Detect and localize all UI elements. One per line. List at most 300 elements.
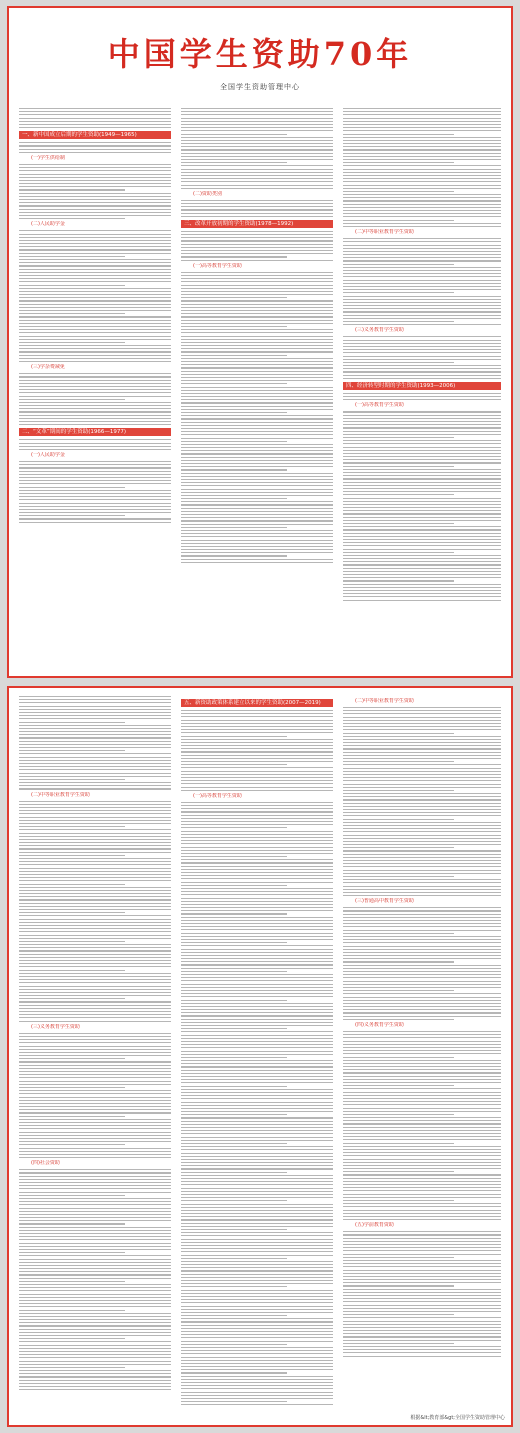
text-line: [343, 920, 501, 921]
text-line: [19, 696, 171, 697]
text-line: [181, 1353, 333, 1354]
text-line: [181, 203, 333, 204]
text-line: [343, 185, 501, 186]
text-line: [19, 922, 171, 923]
text-line: [19, 1033, 171, 1034]
text-line: [343, 1327, 501, 1328]
text-line: [343, 124, 501, 125]
text-line: [343, 1034, 501, 1035]
text-line: [181, 253, 333, 254]
text-line: [181, 121, 333, 122]
text-line: [181, 361, 333, 362]
text-line: [181, 336, 333, 337]
text-line: [343, 238, 501, 239]
text-line: [181, 764, 287, 765]
text-line: [343, 485, 501, 486]
text-line: [19, 1049, 171, 1050]
page2-column-1: [19, 696, 171, 1416]
text-line: [19, 1042, 171, 1043]
text-line: [343, 248, 501, 249]
text-line: [343, 1282, 501, 1283]
text-line: [181, 958, 333, 959]
text-line: [343, 365, 501, 366]
text-line: [343, 1120, 501, 1121]
text-line: [181, 1242, 333, 1243]
text-line: [343, 1184, 501, 1185]
text-line: [343, 1241, 501, 1242]
text-line: [343, 1234, 501, 1235]
page2-column-2: [181, 696, 333, 1416]
text-line: [181, 178, 333, 179]
text-line: [343, 1238, 501, 1239]
text-line: [343, 175, 501, 176]
text-line: [343, 393, 501, 394]
text-line: [343, 378, 501, 379]
text-line: [343, 165, 501, 166]
text-line: [343, 1254, 501, 1255]
text-line: [181, 1328, 333, 1329]
text-line: [19, 332, 171, 333]
text-line: [343, 459, 501, 460]
text-line: [181, 1153, 333, 1154]
text-line: [181, 169, 333, 170]
text-line: [343, 876, 454, 877]
text-line: [343, 517, 501, 518]
text-line: [181, 1181, 333, 1182]
text-line: [343, 707, 501, 708]
subsection-heading: (四)社会资助: [31, 1160, 60, 1167]
text-line: [343, 1114, 454, 1115]
text-line: [343, 1336, 501, 1337]
text-line: [181, 278, 333, 279]
text-line: [19, 852, 171, 853]
text-line: [343, 1079, 501, 1080]
text-line: [343, 555, 501, 556]
text-line: [19, 402, 171, 403]
text-line: [343, 552, 454, 553]
text-line: [343, 1085, 454, 1086]
text-line: [343, 1139, 501, 1140]
text-line: [181, 234, 333, 235]
text-line: [181, 1232, 333, 1233]
text-line: [19, 170, 171, 171]
body-text-block: [343, 238, 501, 325]
text-line: [181, 821, 333, 822]
text-line: [181, 1095, 333, 1096]
text-line: [181, 367, 333, 368]
text-line: [19, 336, 171, 337]
text-line: [343, 352, 501, 353]
text-line: [181, 406, 333, 407]
body-text-block: [181, 231, 333, 261]
text-line: [181, 1318, 333, 1319]
text-line: [181, 559, 333, 560]
text-line: [19, 1246, 171, 1247]
text-line: [181, 1047, 333, 1048]
text-line: [181, 1098, 333, 1099]
subsection-heading: (二)中等职业教育学生资助: [355, 229, 414, 236]
text-line: [19, 1211, 171, 1212]
body-text-block: [19, 1033, 171, 1158]
text-line: [19, 1335, 171, 1336]
text-line: [343, 1152, 501, 1153]
text-line: [181, 476, 333, 477]
text-line: [181, 124, 333, 125]
text-line: [19, 307, 171, 308]
text-line: [181, 536, 333, 537]
text-line: [343, 952, 501, 953]
text-line: [181, 748, 333, 749]
text-line: [181, 1315, 287, 1316]
text-line: [19, 114, 171, 115]
text-line: [343, 434, 501, 435]
text-line: [181, 329, 333, 330]
text-line: [343, 443, 501, 444]
text-line: [19, 769, 171, 770]
text-line: [343, 501, 501, 502]
text-line: [343, 178, 501, 179]
text-line: [343, 892, 501, 893]
text-line: [19, 1236, 171, 1237]
text-line: [19, 1274, 171, 1275]
text-line: [181, 984, 333, 985]
text-line: [181, 1372, 287, 1373]
text-line: [343, 146, 501, 147]
text-line: [181, 172, 333, 173]
text-line: [19, 1357, 171, 1358]
text-line: [19, 342, 125, 343]
text-line: [181, 990, 333, 991]
text-line: [181, 1210, 333, 1211]
text-line: [19, 1138, 171, 1139]
text-line: [343, 482, 501, 483]
text-line: [181, 739, 333, 740]
text-line: [181, 1251, 333, 1252]
text-line: [19, 243, 171, 244]
section-heading: 二、“文革”期间的学生资助(1966—1977): [19, 428, 171, 436]
text-line: [343, 431, 501, 432]
subsection-heading: (三)义务教育学生资助: [355, 327, 404, 334]
text-line: [343, 375, 501, 376]
text-line: [181, 200, 333, 201]
text-line: [19, 966, 171, 967]
text-line: [343, 755, 501, 756]
text-line: [181, 929, 333, 930]
text-line: [19, 262, 171, 263]
text-line: [19, 960, 171, 961]
text-line: [19, 753, 171, 754]
text-line: [19, 1135, 171, 1136]
text-line: [19, 1154, 171, 1155]
text-line: [181, 527, 287, 528]
text-line: [19, 202, 171, 203]
text-line: [343, 886, 501, 887]
page1-column-1: [19, 108, 171, 674]
text-line: [343, 1257, 454, 1258]
text-line: [343, 809, 501, 810]
text-line: [343, 835, 501, 836]
text-line: [19, 947, 171, 948]
text-line: [19, 1176, 171, 1177]
body-text-block: [343, 108, 501, 227]
section-heading: 一、新中国成立后期的学生资助(1949—1965): [19, 131, 171, 139]
text-line: [343, 752, 501, 753]
text-line: [343, 1279, 501, 1280]
text-line: [343, 308, 501, 309]
text-line: [181, 272, 333, 273]
text-line: [181, 1051, 333, 1052]
text-line: [19, 467, 171, 468]
subsection-heading: (一)人民助学金: [31, 452, 65, 459]
text-line: [19, 1220, 171, 1221]
text-line: [343, 1289, 501, 1290]
text-line: [181, 1286, 287, 1287]
text-line: [181, 137, 333, 138]
text-line: [181, 231, 333, 232]
text-line: [181, 1105, 333, 1106]
text-line: [19, 931, 171, 932]
text-line: [343, 1047, 501, 1048]
text-line: [343, 267, 501, 268]
text-line: [181, 281, 333, 282]
text-line: [181, 1009, 333, 1010]
text-line: [19, 1128, 171, 1129]
text-line: [343, 415, 501, 416]
text-line: [343, 286, 501, 287]
text-line: [343, 156, 501, 157]
text-line: [181, 313, 333, 314]
text-line: [19, 443, 171, 444]
text-line: [343, 1194, 501, 1195]
text-line: [181, 304, 333, 305]
text-line: [19, 376, 171, 377]
text-line: [343, 815, 501, 816]
text-line: [19, 256, 125, 257]
text-line: [181, 396, 333, 397]
text-line: [19, 1217, 171, 1218]
text-line: [19, 480, 171, 481]
text-line: [19, 183, 171, 184]
text-line: [19, 411, 171, 412]
text-line: [181, 885, 287, 886]
text-line: [19, 1233, 171, 1234]
text-line: [343, 356, 501, 357]
text-line: [19, 1313, 171, 1314]
text-line: [19, 471, 171, 472]
text-line: [181, 1041, 333, 1042]
text-line: [181, 463, 333, 464]
text-line: [343, 729, 501, 730]
text-line: [19, 487, 125, 488]
text-line: [19, 212, 171, 213]
body-text-block: [181, 272, 333, 563]
text-line: [181, 156, 333, 157]
text-line: [181, 1261, 333, 1262]
text-line: [181, 1057, 287, 1058]
text-line: [343, 726, 501, 727]
subsection-heading: (一)学生供给制: [31, 154, 65, 161]
text-line: [19, 355, 171, 356]
text-line: [181, 291, 333, 292]
text-line: [181, 300, 333, 301]
text-line: [343, 1006, 501, 1007]
text-line: [181, 847, 333, 848]
text-line: [181, 1200, 287, 1201]
text-line: [181, 1334, 333, 1335]
text-line: [181, 485, 333, 486]
text-line: [343, 1092, 501, 1093]
text-line: [19, 167, 171, 168]
text-line: [181, 387, 333, 388]
text-line: [181, 1357, 333, 1358]
text-line: [343, 260, 501, 261]
text-line: [343, 587, 501, 588]
text-line: [181, 1248, 333, 1249]
text-line: [343, 362, 454, 363]
text-line: [343, 421, 501, 422]
text-line: [343, 1088, 501, 1089]
text-line: [181, 802, 333, 803]
text-line: [343, 447, 501, 448]
text-line: [181, 862, 333, 863]
text-line: [19, 288, 171, 289]
text-line: [19, 1367, 125, 1368]
text-line: [343, 742, 501, 743]
text-line: [181, 1143, 287, 1144]
text-line: [181, 1392, 333, 1393]
text-line: [343, 346, 501, 347]
text-line: [181, 1277, 333, 1278]
section-heading: 三、改革开放初期的学生资助(1978—1992): [181, 220, 333, 228]
text-line: [19, 259, 171, 260]
text-line: [19, 389, 171, 390]
text-line: [343, 349, 501, 350]
text-line: [19, 272, 171, 273]
text-line: [19, 380, 171, 381]
text-line: [181, 815, 333, 816]
text-line: [19, 763, 171, 764]
text-line: [343, 1330, 501, 1331]
text-line: [19, 118, 171, 119]
body-text-block: [19, 230, 171, 362]
text-line: [181, 256, 287, 257]
text-line: [343, 411, 501, 412]
text-line: [343, 847, 454, 848]
text-line: [181, 209, 333, 210]
text-line: [181, 511, 333, 512]
text-line: [181, 1350, 333, 1351]
page-subtitle: 全国学生资助管理中心: [220, 83, 300, 91]
text-line: [343, 513, 501, 514]
text-line: [181, 339, 333, 340]
text-line: [19, 503, 171, 504]
text-line: [19, 1052, 171, 1053]
text-line: [181, 348, 333, 349]
text-line: [343, 1178, 501, 1179]
text-line: [343, 1168, 501, 1169]
text-line: [181, 1137, 333, 1138]
page-1: [7, 6, 513, 678]
text-line: [343, 1117, 501, 1118]
text-line: [19, 829, 171, 830]
text-line: [343, 860, 501, 861]
text-line: [343, 866, 501, 867]
text-line: [19, 1389, 171, 1390]
text-line: [181, 371, 333, 372]
text-line: [343, 1352, 501, 1353]
text-line: [343, 1165, 501, 1166]
text-line: [19, 392, 171, 393]
text-line: [343, 169, 501, 170]
text-line: [181, 422, 333, 423]
text-line: [181, 355, 287, 356]
text-line: [343, 257, 501, 258]
text-line: [181, 237, 333, 238]
text-line: [19, 1084, 171, 1085]
text-line: [181, 1038, 333, 1039]
text-line: [181, 285, 333, 286]
text-line: [181, 549, 333, 550]
text-line: [343, 1340, 501, 1341]
text-line: [181, 1325, 333, 1326]
text-line: [343, 1050, 501, 1051]
text-line: [181, 942, 287, 943]
text-line: [343, 764, 501, 765]
text-line: [19, 209, 171, 210]
text-line: [19, 294, 171, 295]
text-line: [181, 774, 333, 775]
text-line: [343, 1213, 501, 1214]
text-line: [181, 323, 333, 324]
text-line: [343, 315, 501, 316]
text-line: [343, 1076, 501, 1077]
text-line: [343, 159, 501, 160]
text-line: [19, 817, 171, 818]
text-line: [343, 803, 501, 804]
text-line: [19, 1112, 171, 1113]
text-line: [19, 152, 171, 153]
text-line: [343, 907, 501, 908]
text-line: [343, 453, 501, 454]
text-line: [343, 1349, 501, 1350]
text-line: [181, 1178, 333, 1179]
text-line: [343, 564, 501, 565]
text-line: [19, 970, 125, 971]
text-line: [19, 193, 171, 194]
text-line: [343, 280, 501, 281]
text-line: [19, 1306, 171, 1307]
text-line: [19, 285, 125, 286]
text-line: [181, 153, 333, 154]
text-line: [181, 1404, 333, 1405]
text-line: [19, 861, 171, 862]
text-line: [181, 1092, 333, 1093]
text-line: [343, 336, 501, 337]
text-line: [343, 418, 501, 419]
text-line: [343, 1123, 501, 1124]
text-line: [343, 223, 501, 224]
text-line: [19, 1008, 171, 1009]
text-line: [19, 890, 171, 891]
text-line: [19, 237, 171, 238]
text-line: [181, 1395, 333, 1396]
text-line: [343, 758, 501, 759]
text-line: [19, 836, 171, 837]
text-line: [19, 896, 171, 897]
text-line: [181, 175, 333, 176]
text-line: [181, 996, 333, 997]
text-line: [181, 428, 333, 429]
